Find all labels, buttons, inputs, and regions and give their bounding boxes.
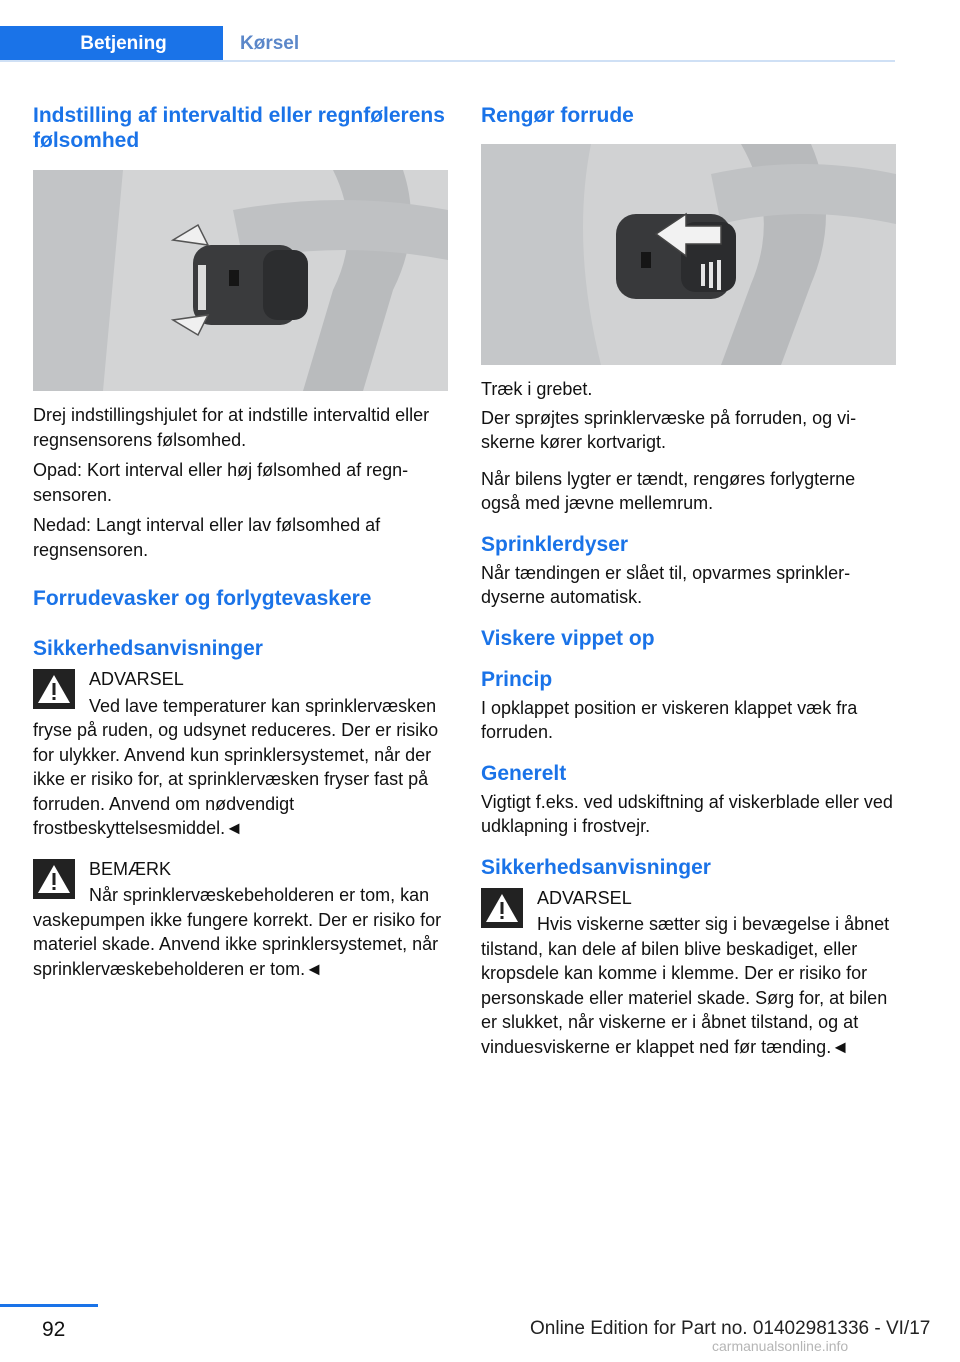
paragraph-upward: Opad: Kort interval eller høj følsomhed af regnsensoren. — [33, 460, 409, 505]
heading-principle: Princip — [481, 667, 553, 691]
tab-korsel[interactable]: Kørsel — [240, 33, 300, 54]
figure-pull-lever — [481, 144, 896, 365]
right-column — [481, 103, 896, 1059]
warning-block-1 — [33, 667, 448, 841]
warning-text-2: Når sprinklervæskebeholderen er tom, kan vaskepumpen ikke fungere korrekt. Der er risiko for materiel skade. Anvend ikke sprinklersystemet, når sprinklervæskebeholderen er tom.◄ — [33, 885, 442, 979]
page-number: 92 — [42, 1318, 66, 1341]
paragraph-nozzles: Når tændingen er slået til, opvarmes sprinklerdyserne automatisk. — [481, 562, 851, 607]
warning-title-1: ADVARSEL — [89, 669, 184, 689]
figure-interval-wheel — [33, 170, 448, 391]
heading-safety-right: Sikkerhedsanvisninger — [481, 855, 711, 879]
paragraph-general: Vigtigt f.eks. ved udskiftning af viskerblade eller ved udklapning i frostvejr. — [481, 791, 893, 836]
heading-washer: Forrudevasker og forlygtevaskere — [33, 587, 372, 610]
paragraph-downward: Nedad: Langt interval eller lav følsomhed af regnsensoren. — [33, 515, 381, 560]
warning-title-2: BEMÆRK — [89, 858, 172, 879]
paragraph-principle: I opklappet position er viskeren klappet væk fra forruden. — [481, 697, 858, 742]
heading-safety-left: Sikkerhedsanvisninger — [33, 637, 263, 660]
warning-text-3: Hvis viskerne sætter sig i bevægelse i åbnet tilstand, kan dele af bilen blive beskadiget, eller kropsdele kan komme i klemme. Der er risiko for personskade eller materiel skade. Sørg for, at bilen er slukket, når viskerne er i åbnet tilstand, og at vinduesviskerne er klappet ned før tænding.◄ — [481, 914, 890, 1057]
watermark: carmanualsonline.info — [712, 1338, 849, 1354]
paragraph-pull-lever: Træk i grebet. — [481, 379, 593, 399]
heading-wipers-up: Viskere vippet op — [481, 626, 655, 650]
edition-text: Online Edition for Part no. 01402981336 - VI/17 — [530, 1318, 931, 1339]
left-column — [33, 103, 448, 981]
header-rule — [0, 60, 895, 62]
tab-betjening[interactable]: Betjening — [0, 26, 223, 62]
wiper-lever-illustration — [481, 144, 896, 365]
warning-block-2 — [33, 857, 448, 982]
heading-general: Generelt — [481, 761, 567, 785]
caution-triangle-icon — [33, 859, 75, 899]
warning-block-3 — [481, 886, 896, 1060]
heading-interval-setting: Indstilling af intervaltid eller regnfølerens følsomhed — [33, 104, 445, 152]
warning-triangle-icon — [481, 888, 523, 928]
paragraph-spray: Der sprøjtes sprinklervæske på forruden, og viskerne kører kortvarigt. — [481, 407, 857, 452]
wiper-wheel-illustration — [33, 170, 448, 391]
heading-nozzles: Sprinklerdyser — [481, 532, 629, 556]
warning-text-1: Ved lave temperaturer kan sprinklervæsken fryse på ruden, og udsynet reduceres. Der er risiko for ulykker. Anvend kun sprinklersystemet, når der ikke er risiko for, at sprinklervæsken fryser fast på forruden. Anvend om nødvendigt frostbeskyttelsesmiddel.◄ — [33, 695, 439, 838]
footer-rule — [0, 1304, 98, 1307]
paragraph-turn-wheel: Drej indstillingshjulet for at indstille intervaltid eller regnsensorens følsomhed. — [33, 405, 430, 450]
warning-triangle-icon — [33, 669, 75, 709]
top-navigation — [0, 26, 895, 62]
heading-clean-windshield: Rengør forrude — [481, 104, 634, 127]
paragraph-headlights: Når bilens lygter er tændt, rengøres forlygterne også med jævne mellemrum. — [481, 468, 856, 513]
warning-title-3: ADVARSEL — [537, 887, 632, 908]
